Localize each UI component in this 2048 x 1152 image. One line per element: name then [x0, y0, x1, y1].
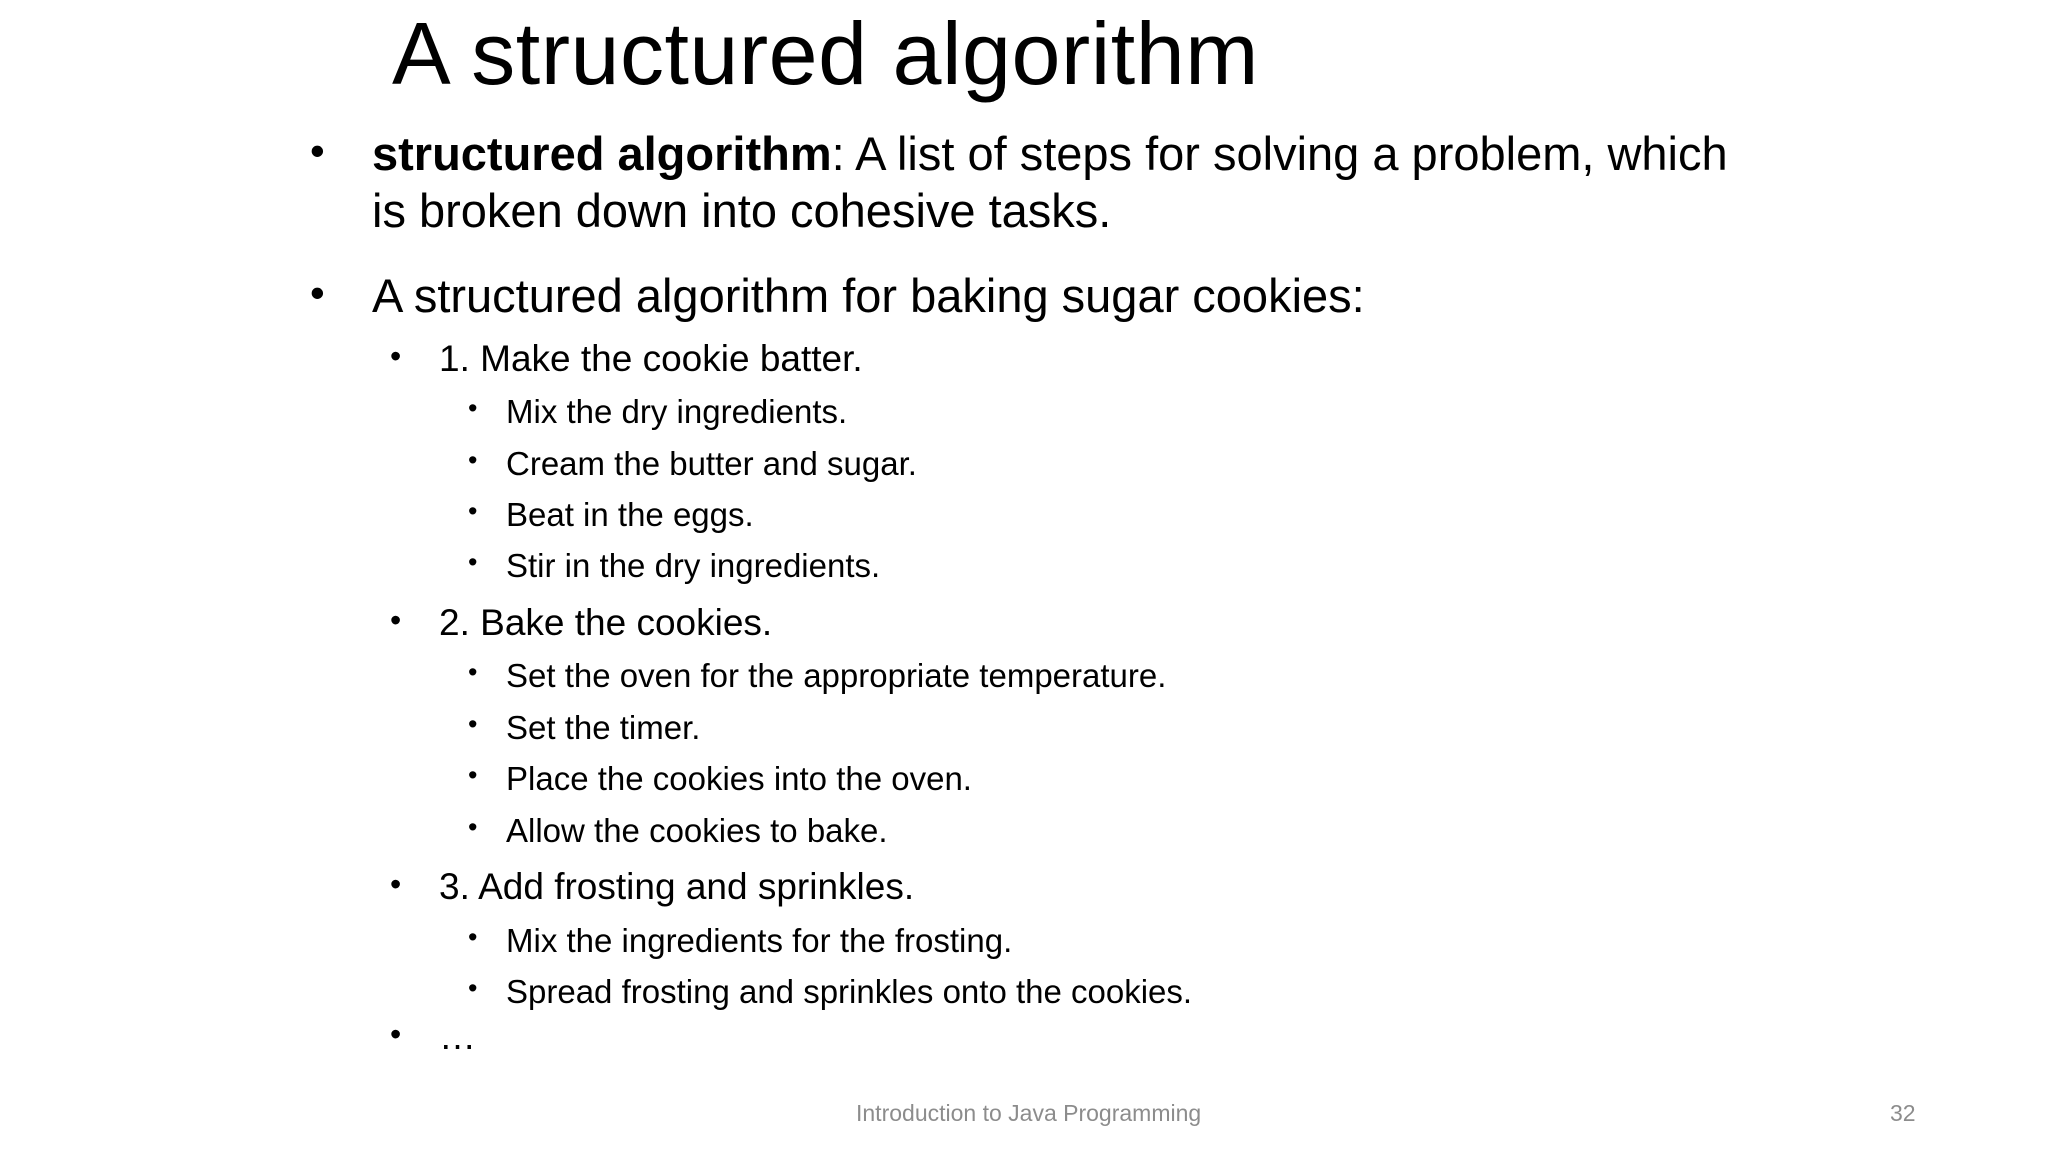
bullet-dot: • [390, 1016, 402, 1052]
bullet-dot: • [310, 269, 325, 316]
bullet-dot: • [468, 657, 478, 687]
bullet-dot: • [310, 127, 325, 174]
step-label: 3. Add frosting and sprinkles. [439, 866, 915, 907]
definition-line2: is broken down into cohesive tasks. [372, 184, 1112, 237]
substep-label: Stir in the dry ingredients. [506, 547, 881, 584]
step-label: 2. Bake the cookies. [439, 602, 773, 643]
substep-label: Cream the butter and sugar. [506, 445, 917, 482]
bullet-dot: • [390, 602, 402, 638]
bullet-dot: • [468, 760, 478, 790]
substep-label: Set the oven for the appropriate temperature. [506, 657, 1167, 694]
intro-text: A structured algorithm for baking sugar cookies: [372, 269, 1365, 322]
bullet-dot: • [390, 866, 402, 902]
step-label: 1. Make the cookie batter. [439, 338, 863, 379]
footer-text: Introduction to Java Programming [856, 1100, 1202, 1126]
bullet-dot: • [468, 496, 478, 526]
bullet-dot: • [468, 547, 478, 577]
substep-label: Mix the ingredients for the frosting. [506, 922, 1013, 959]
substep-label: Beat in the eggs. [506, 496, 754, 533]
definition-term: structured algorithm [372, 127, 832, 180]
substep-label: Allow the cookies to bake. [506, 812, 888, 849]
bullet-dot: • [468, 922, 478, 952]
substep-label: Set the timer. [506, 709, 701, 746]
bullet-dot: • [468, 973, 478, 1003]
bullet-dot: • [468, 393, 478, 423]
definition-text [372, 127, 1728, 180]
bullet-dot: • [390, 338, 402, 374]
bullet-dot: • [468, 445, 478, 475]
page-number: 32 [1890, 1100, 1916, 1126]
slide-title: A structured algorithm [392, 4, 1259, 103]
substep-label: Mix the dry ingredients. [506, 393, 848, 430]
step-label: … [439, 1016, 476, 1057]
bullet-dot: • [468, 709, 478, 739]
substep-label: Spread frosting and sprinkles onto the cookies. [506, 973, 1193, 1010]
definition-line1: : A list of steps for solving a problem, which [831, 127, 1728, 180]
bullet-dot: • [468, 812, 478, 842]
substep-label: Place the cookies into the oven. [506, 760, 972, 797]
